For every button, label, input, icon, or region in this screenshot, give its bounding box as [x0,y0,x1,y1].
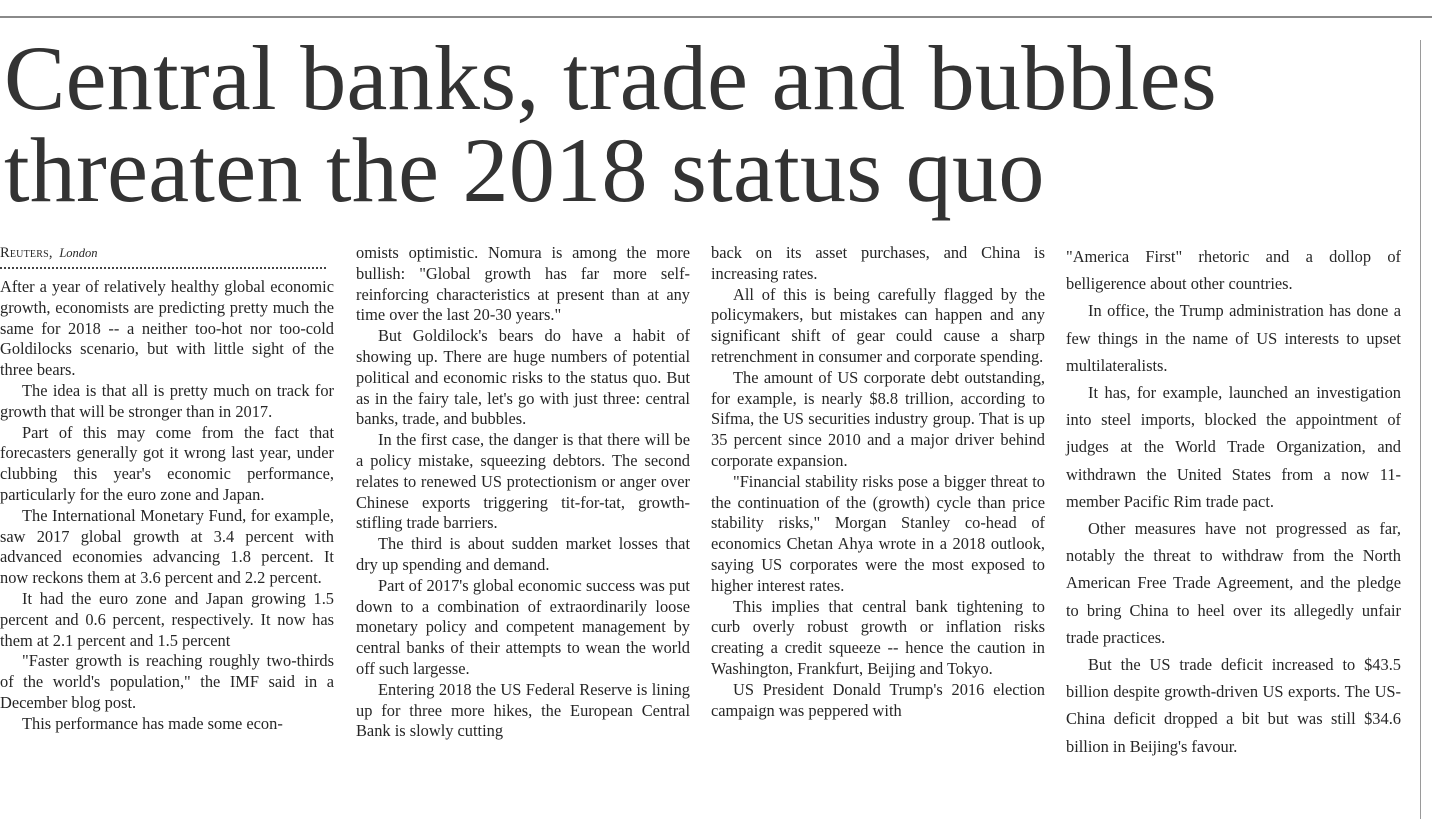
article-column-3 [711,243,1045,721]
column-rule-right [1420,40,1421,819]
paragraph: The amount of US corporate debt outstanding, for example, is nearly $8.8 trillion, according to Sifma, the US securities industry group. That is up 35 percent since 2010 and a major driver behind corporate expansion. [711,367,1045,470]
paragraph: This implies that central bank tightening to curb overly robust growth or inflation risks creating a credit squeeze -- hence the caution in Washington, Frankfurt, Beijing and Tokyo. [711,596,1045,678]
paragraph: All of this is being carefully flagged by the policymakers, but mistakes can happen and any significant shift of gear could cause a sharp retrenchment in consumer and corporate spending. [711,284,1045,366]
headline [4,27,1414,221]
paragraph: This performance has made some econ- [22,713,283,733]
paragraph: It has, for example, launched an investigation into steel imports, blocked the appointment of judges at the World Trade Organization, and withdrawn the United States from a now 11- member Pacific Rim trade pact. [1066,383,1401,511]
paragraph: The idea is that all is pretty much on track for growth that will be stronger than in 2017. [0,380,334,421]
paragraph: After a year of relatively healthy global economic growth, economists are predicting pretty much the same for 2018 -- a neither too-hot nor too-cold Goldilocks scenario, but with little sight of the three bears. [0,277,334,380]
paragraph: Part of this may come from the fact that forecasters generally got it wrong last year, under clubbing this year's economic performance, particularly for the euro zone and Japan. [0,422,334,504]
article-column-4 [1066,243,1401,760]
paragraph: In office, the Trump administration has done a few things in the name of US interests to upset multilateralists. [1066,301,1401,375]
paragraph: "Financial stability risks pose a bigger threat to the continuation of the (growth) cycle than price stability risks," Morgan Stanley co-head of economics Chetan Ahya wrote in a 2018 outlook, saying US corporates were the most exposed to higher interest rates. [711,471,1045,595]
paragraph: The third is about sudden market losses that dry up spending and demand. [356,534,690,574]
article-column-1 [0,243,334,735]
paragraph: Part of 2017's global economic success was put down to a combination of extraordinarily loose monetary policy and competent management by central banks of their attempts to wean the world off such largesse. [356,575,690,678]
top-rule [0,16,1432,18]
paragraph: In the first case, the danger is that there will be a policy mistake, squeezing debtors. The second relates to renewed US protectionism or anger over Chinese exports triggering tit-for-tat, growth-stifling trade barriers. [356,430,690,533]
headline-line-2: threaten the 2018 status quo [4,119,1045,221]
paragraph: The International Monetary Fund, for example, saw 2017 global growth at 3.4 percent with advanced economies advancing 1.8 percent. It now reckons them at 3.6 percent and 2.2 percent. [0,505,334,588]
paragraph: "Faster growth is reaching roughly two-thirds of the world's population," the IMF said in a December blog post. [0,651,334,712]
paragraph: But the US trade deficit increased to $43.5 billion despite growth-driven US exports. The US-China deficit dropped a bit but was still $34.6 billion in Beijing's favour. [1066,655,1401,756]
paragraph: US President Donald Trump's 2016 election campaign was peppered with [711,679,1045,720]
byline-location: London [59,246,98,260]
paragraph: Other measures have not progressed as far, notably the threat to withdraw from the North American Free Trade Agreement, and the pledge to bring China to heel over its allegedly unfair trade practices. [1066,519,1401,647]
paragraph: omists optimistic. Nomura is among the more bullish: "Global growth has far more self-reinforcing characteristics at present than at any time over the last 20-30 years." [356,243,690,325]
paragraph: It had the euro zone and Japan growing 1.5 percent and 0.6 percent, respectively. It now has them at 2.1 percent and 1.5 percent [0,588,334,650]
paragraph: back on its asset purchases, and China is increasing rates. [711,243,1045,283]
article-column-2 [356,243,690,742]
paragraph: "America First" rhetoric and a dollop of belligerence about other countries. [1066,247,1401,294]
paragraph: Entering 2018 the US Federal Reserve is lining up for three more hikes, the European Central Bank is slowly cutting [356,679,690,741]
headline-line-1: Central banks, trade and bubbles [4,27,1217,129]
paragraph: But Goldilock's bears do have a habit of showing up. There are huge numbers of potential political and economic risks to the status quo. But as in the fairy tale, let's go with just three: central banks, trade, and bubbles. [356,326,690,429]
byline-dotted-rule [0,267,326,269]
byline-agency: Reuters, [0,245,53,261]
byline [0,243,334,263]
